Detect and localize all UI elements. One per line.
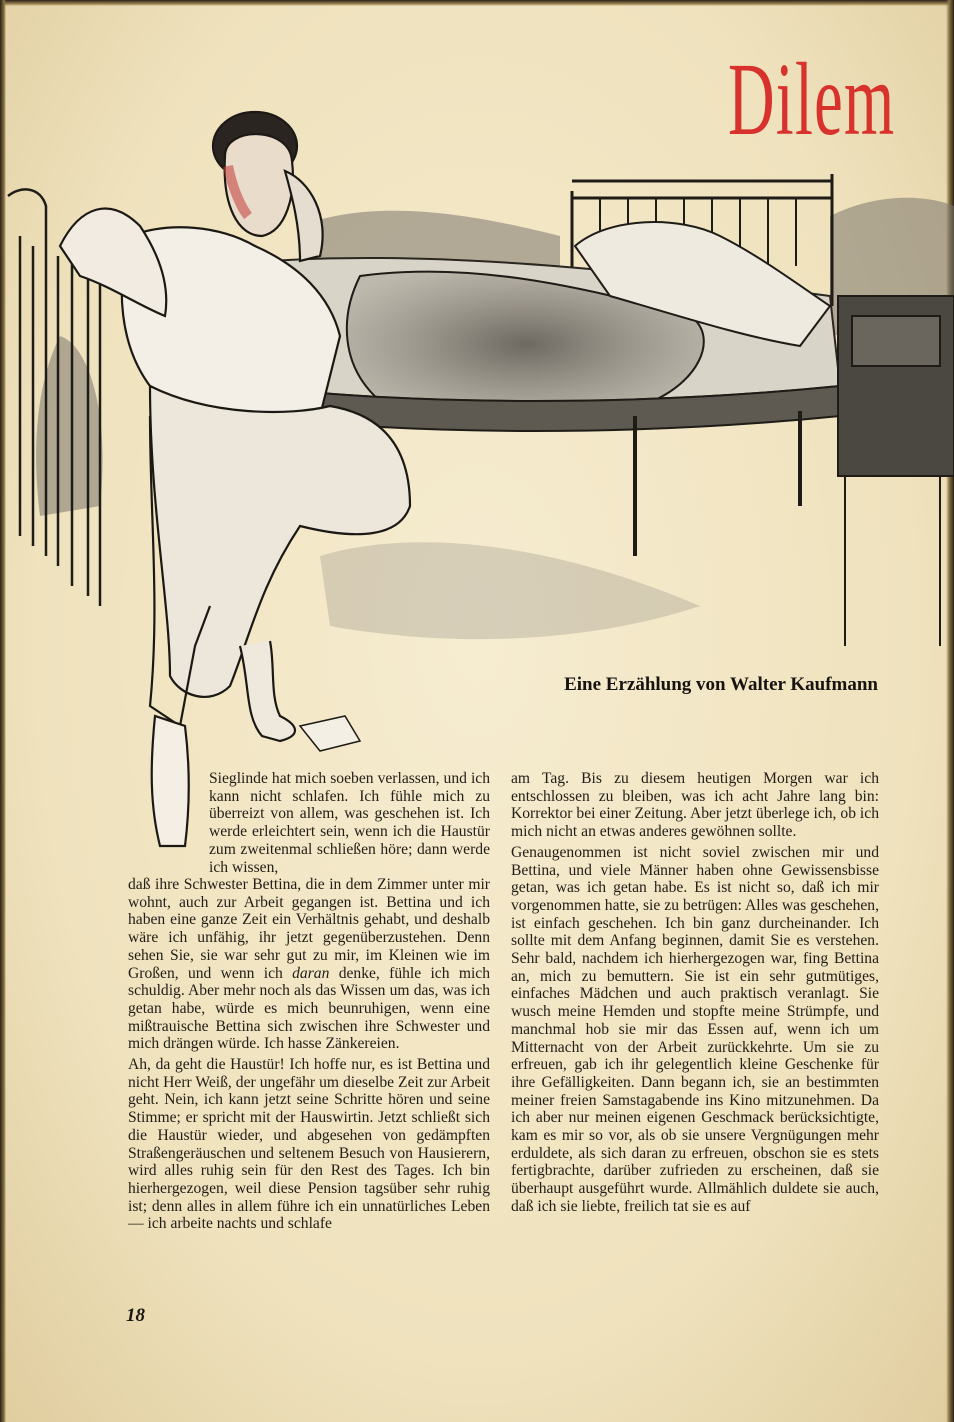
story-title: Dilem	[728, 42, 896, 157]
column-left	[128, 876, 490, 1233]
man-on-bed-illustration	[0, 86, 954, 856]
column-right	[511, 770, 879, 1216]
paragraph-intro: Sieglinde hat mich soeben verlassen, und ich kann nicht schlafen. Ich fühle mich zu überreizt von allem, was geschehen ist. Ich werde erleichtert sein, wenn ich die Haustür zum zweitenmal schließen höre; dann werde ich wissen,	[209, 770, 490, 876]
byline: Eine Erzählung von Walter Kaufmann	[564, 674, 878, 695]
paragraph-3: am Tag. Bis zu diesem heutigen Morgen war ich entschlossen zu bleiben, was ich acht Jahre lang bin: Korrektor bei einer Zeitung. Aber jetzt überlege ich, ob ich mich nicht an etwas anderes gewöhnen sollte.	[511, 770, 879, 841]
paragraph-1-text-a: daß ihre Schwester Bettina, die in dem Zimmer unter mir wohnt, auch zur Arbeit gegangen ist. Bettina und ich haben eine ganze Zeit ein Verhältnis gehabt, und deshalb wäre ich unfähig, ihr jetzt gegenüberzustehen. Denn sehen Sie, sie war sehr gut zu mir, im Kleinen wie im Großen, und wenn ich	[128, 876, 490, 982]
paragraph-2: Ah, da geht die Haustür! Ich hoffe nur, es ist Bettina und nicht Herr Weiß, der ungefähr um dieselbe Zeit zur Arbeit geht. Nein, ich kann jetzt seine Schritte hören und seine Stimme; er spricht mit der Hauswirtin. Jetzt schließt sich die Haustür wieder, und abgesehen von gedämpften Straßengeräuschen und seltenem Besuch von Hausierern, wird alles ruhig sein für den Rest des Tages. Ich bin hierhergezogen, weil diese Pension tagsüber sehr ruhig ist; denn alles in allem führe ich ein unnatürliches Leben — ich arbeite nachts und schlafe	[128, 1056, 490, 1233]
paragraph-4: Genaugenommen ist nicht soviel zwischen mir und Bettina, und viele Männer haben ohne Gewissensbisse getan, was ich getan habe. Es ist nicht so, daß ich mir vorgenommen hatte, sie zu betrügen: Alles was geschehen, ist einfach geschehen. Ich bin ganz durcheinander. Ich sollte mit dem Anfang beginnen, damit Sie es verstehen. Sehr bald, nachdem ich hierhergezogen war, fing Bettina an, mich zu bemuttern. Sie ist ein sehr gutmütiges, einfaches Mädchen und auch praktisch veranlagt. Sie wusch meine Hemden und stopfte meine Strümpfe, und manchmal hob sie mir das Essen auf, wenn ich um Mitternacht von der Arbeit zurückkehrte. Um sie zu erfreuen, gab ich ihr gelegentlich kleine Geschenke für ihre Gefälligkeiten. Dann begann ich, sie an bestimmten meiner freien Samstagabende ins Kino mitzunehmen. Da ich aber nur meinen eigenen Geschmack berücksichtigte, kam es mir so vor, als ob sie unsere Vergnügungen mehr erduldete, als sich daran zu erfreuen, obschon sie es stets fertigbrachte, darüber zufrieden zu erscheinen, daß sie überhaupt ausgeführt wurde. Allmählich duldete sie auch, daß ich sie liebte, freilich tat sie es auf	[511, 843, 879, 1215]
page-number: 18	[126, 1305, 145, 1326]
nightstand	[838, 296, 954, 646]
paragraph-1-continued	[128, 876, 490, 1053]
floor-paper	[300, 716, 360, 751]
emphasis-daran: daran	[292, 964, 330, 982]
floor-wash	[320, 542, 700, 639]
page-edge-top	[0, 0, 954, 6]
bed-legs	[635, 411, 800, 556]
column-left-wrap-text	[209, 770, 490, 876]
paragraph-1-text-b: denke, fühle ich mich schuldig. Aber mehr noch als das Wissen um das, was ich getan habe, würde es mich beunruhigen, wenn eine mißtrauische Bettina sich zwischen ihre Schwester und mich drängen würde. Ich hasse Zänkereien.	[128, 964, 490, 1053]
